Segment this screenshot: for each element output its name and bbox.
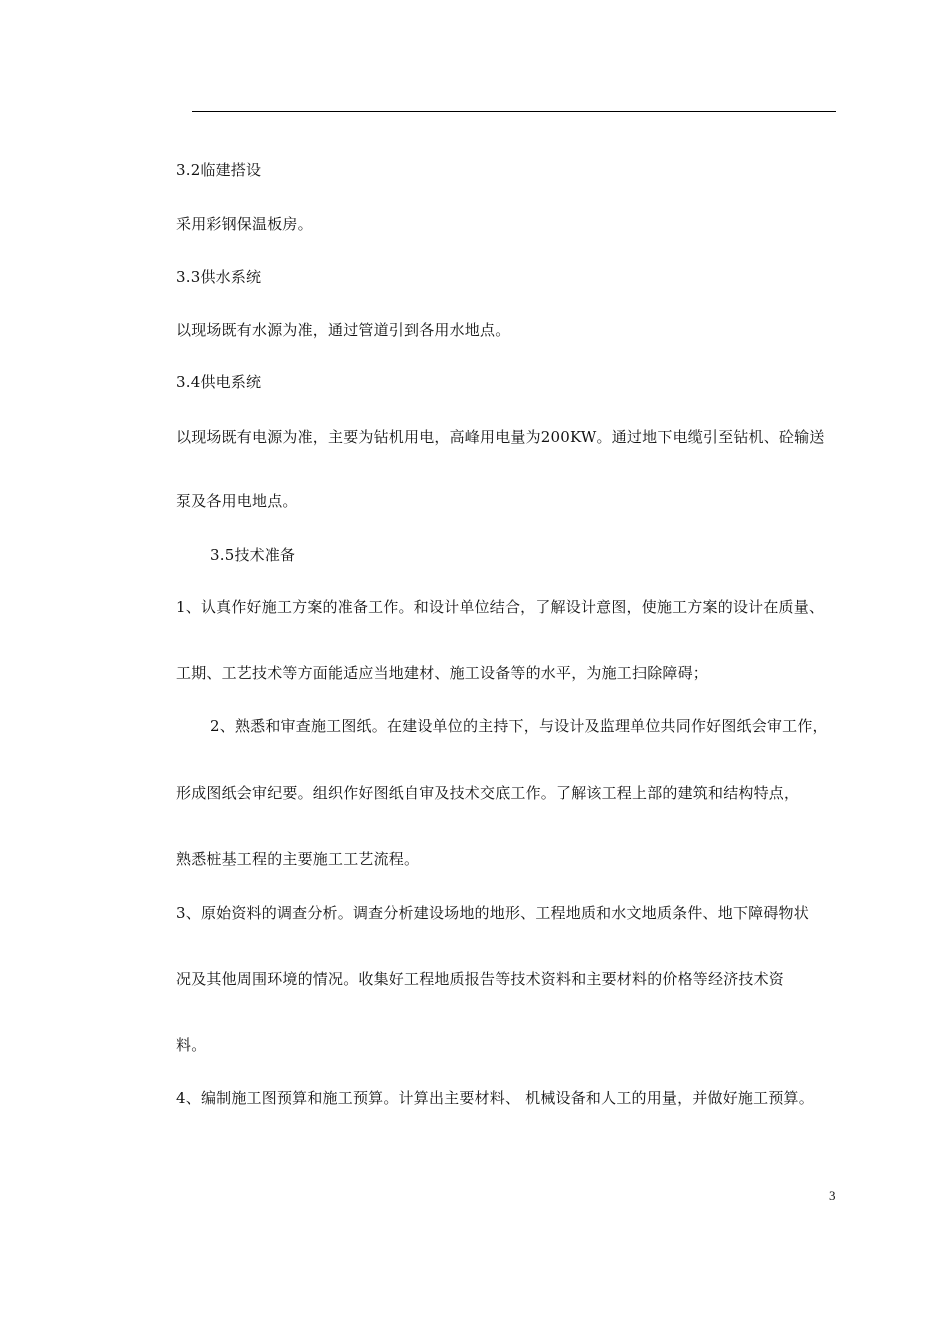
paragraph-line: 泵及各用电地点。: [176, 492, 298, 510]
paragraph-line: 料。: [176, 1036, 207, 1054]
paragraph-line: 熟悉桩基工程的主要施工工艺流程。: [176, 850, 420, 868]
paragraph-line: 2、熟悉和审查施工图纸。在建设单位的主持下，与设计及监理单位共同作好图纸会审工作，: [210, 717, 828, 735]
paragraph-line: 况及其他周围环境的情况。收集好工程地质报告等技术资料和主要材料的价格等经济技术资: [176, 970, 785, 988]
paragraph-line: 以现场既有电源为准，主要为钻机用电，高峰用电量为200KW。通过地下电缆引至钻机、砼输送: [176, 428, 825, 446]
header-rule: [192, 111, 836, 112]
section-heading-3-4: 3.4供电系统: [176, 373, 262, 391]
section-heading-3-2: 3.2临建搭设: [176, 161, 262, 179]
paragraph-line: 3、原始资料的调查分析。调查分析建设场地的地形、工程地质和水文地质条件、地下障碍物状: [176, 904, 809, 922]
page-number: 3: [829, 1188, 836, 1203]
paragraph-line: 形成图纸会审纪要。组织作好图纸自审及技术交底工作。了解该工程上部的建筑和结构特点，: [176, 784, 800, 802]
section-heading-3-3: 3.3供水系统: [176, 268, 262, 286]
paragraph-line: 工期、工艺技术等方面能适应当地建材、施工设备等的水平，为施工扫除障碍；: [176, 664, 709, 682]
section-heading-3-5: 3.5技术准备: [210, 546, 296, 564]
paragraph-line: 采用彩钢保温板房。: [176, 215, 313, 233]
paragraph-line: 4、编制施工图预算和施工预算。计算出主要材料、 机械设备和人工的用量，并做好施工预算。: [176, 1089, 814, 1107]
paragraph-line: 以现场既有水源为准，通过管道引到各用水地点。: [176, 321, 511, 339]
paragraph-line: 1、认真作好施工方案的准备工作。和设计单位结合，了解设计意图，使施工方案的设计在质量、: [176, 598, 825, 616]
